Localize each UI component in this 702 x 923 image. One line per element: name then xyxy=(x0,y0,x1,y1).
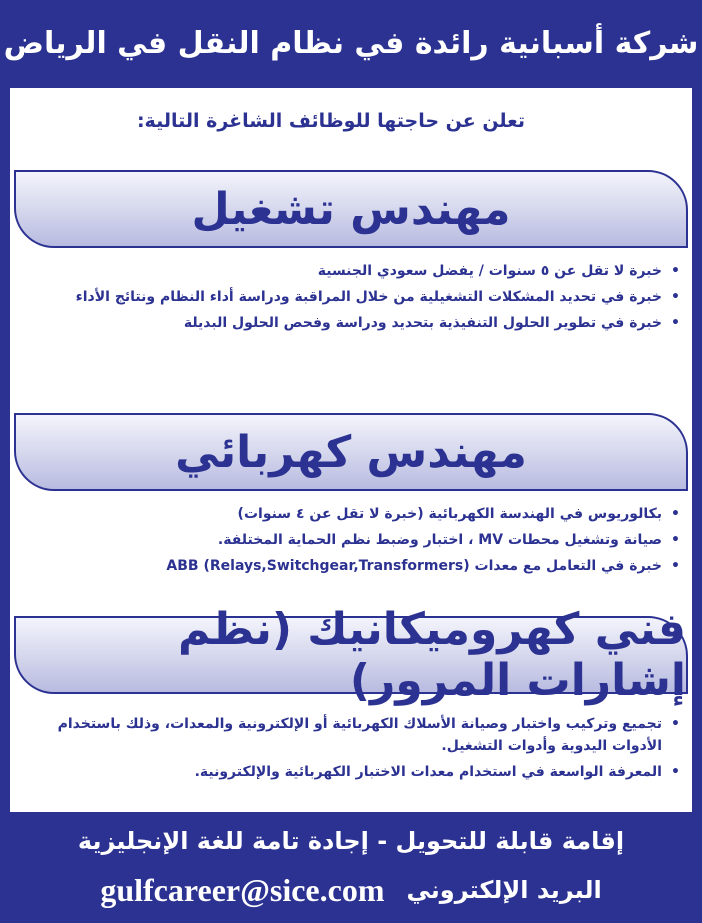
job-title: مهندس كهربائي xyxy=(175,426,527,478)
list-item xyxy=(24,260,686,282)
bullet-icon: • xyxy=(671,716,680,732)
intro-line: تعلن عن حاجتها للوظائف الشاغرة التالية: xyxy=(136,110,526,132)
company-headline xyxy=(0,0,702,86)
requirement-text: خبرة في تحديد المشكلات التشغيلية من خلال المراقبة ودراسة أداء النظام ونتائج الأداء xyxy=(75,289,662,305)
bullet-icon: • xyxy=(671,315,680,331)
bullet-icon: • xyxy=(671,263,680,279)
email-contact xyxy=(0,864,702,916)
requirement-text: بكالوريوس في الهندسة الكهربائية (خبرة لا تقل عن ٤ سنوات) xyxy=(237,506,662,522)
job-title-banner-operations-engineer xyxy=(14,170,688,248)
bullet-icon: • xyxy=(671,506,680,522)
email-address-link[interactable]: gulfcareer@sice.com xyxy=(100,871,385,908)
list-item xyxy=(24,713,686,757)
requirement-text: خبرة في تطوير الحلول التنفيذية بتحديد ودراسة وفحص الحلول البديلة xyxy=(183,315,662,331)
email-label: البريد الإلكتروني xyxy=(406,876,602,904)
bullet-icon: • xyxy=(671,558,680,574)
list-item xyxy=(24,503,686,525)
job-title: مهندس تشغيل xyxy=(191,183,511,235)
list-item xyxy=(24,529,686,551)
job-title-banner-electrical-engineer xyxy=(14,413,688,491)
requirement-text: خبرة لا تقل عن ٥ سنوات / يفضل سعودي الجنسية xyxy=(317,263,662,279)
requirement-text: تجميع وتركيب واختبار وصيانة الأسلاك الكهربائية أو الإلكترونية والمعدات، وذلك باستخدام الأدوات اليدوية وأدوات التشغيل. xyxy=(57,716,662,754)
requirements-list-electrical-engineer xyxy=(24,503,686,581)
requirements-list-electromechanical-technician xyxy=(24,713,686,787)
employment-terms-text: إقامة قابلة للتحويل - إجادة تامة للغة الإنجليزية xyxy=(77,827,625,855)
content-panel xyxy=(10,88,692,812)
job-title-banner-electromechanical-technician xyxy=(14,604,688,706)
requirement-text: خبرة في التعامل مع معدات ABB xyxy=(166,558,662,574)
company-headline-text: شركة أسبانية رائدة في نظام النقل في الرياض xyxy=(3,25,699,61)
list-item xyxy=(24,286,686,308)
list-item xyxy=(24,312,686,334)
requirement-text: المعرفة الواسعة في استخدام معدات الاختبار الكهربائية والإلكترونية. xyxy=(194,764,662,780)
employment-terms xyxy=(0,818,702,864)
requirement-text: صيانة وتشغيل محطات MV ، اختبار وضبط نظم الحماية المختلفة. xyxy=(217,532,662,548)
requirements-list-operations-engineer xyxy=(24,260,686,338)
list-item xyxy=(24,555,686,577)
bullet-icon: • xyxy=(671,764,680,780)
bullet-icon: • xyxy=(671,289,680,305)
equipment-list: (Relays,Switchgear,Transformers) xyxy=(203,558,470,574)
bullet-icon: • xyxy=(671,532,680,548)
job-title: فني كهروميكانيك (نظم إشارات المرور) xyxy=(177,604,686,706)
list-item xyxy=(24,761,686,783)
